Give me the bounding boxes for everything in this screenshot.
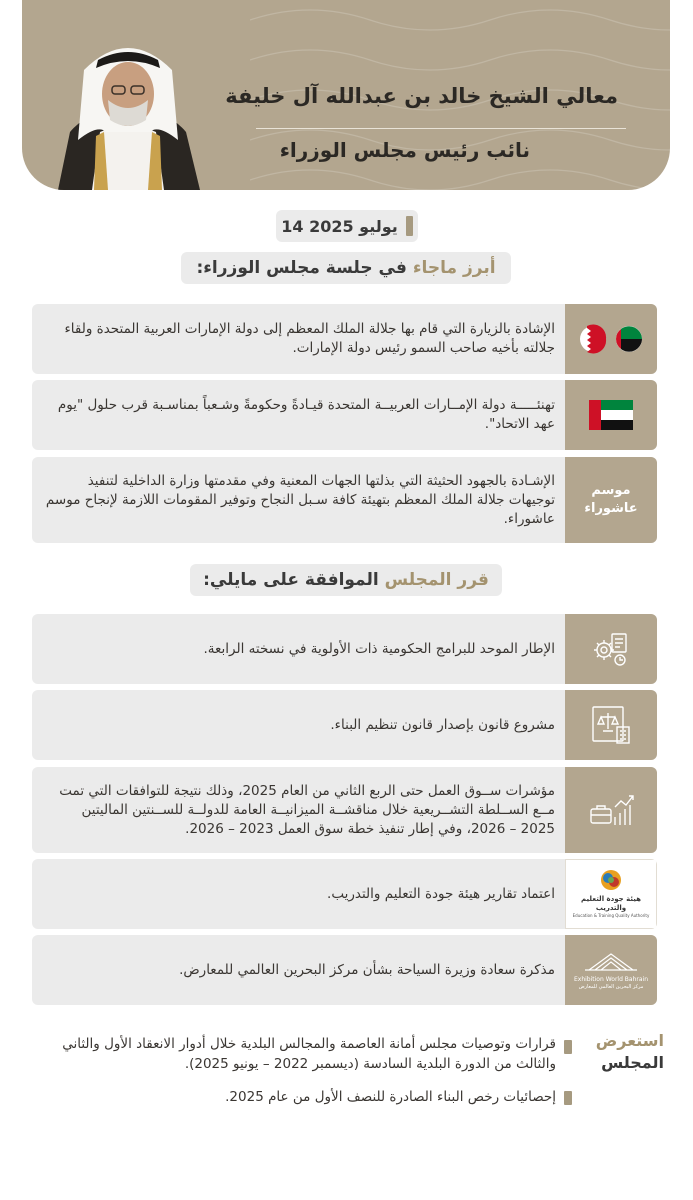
date-pill (276, 210, 418, 242)
highlight-row (32, 457, 657, 543)
approval-text: الإطار الموحد للبرامج الحكومية ذات الأولوية في نسخته الرابعة. (203, 640, 555, 657)
approval-text: مذكرة سعادة وزيرة السياحة بشأن مركز البحرين العالمي للمعارض. (179, 961, 555, 978)
exhibition-logo-text-en: Exhibition World Bahrain (574, 975, 648, 983)
approval-text: اعتماد تقارير هيئة جودة التعليم والتدريب. (327, 885, 555, 902)
highlight-row (32, 304, 657, 374)
date-text: 14 يوليو 2025 (281, 216, 398, 236)
official-name: معالي الشيخ خالد بن عبدالله آل خليفة (225, 84, 618, 108)
highlights-title-rest: في جلسة مجلس الوزراء: (196, 258, 407, 278)
bullet-marker (564, 1040, 572, 1054)
date-marker (406, 216, 413, 236)
etqa-emblem-icon (600, 869, 622, 891)
approval-text: مؤشرات ســوق العمل حتى الربع الثاني من العام 2025، وذلك نتيجة للتوافقات التي تمت مــع الســلطة التشــريعية خلال مناقشــة الميزانيــة العامة للدولــة للســنتين الماليتين 2025 – 2026، وفي إطار تنفيذ خطة سوق العمل 2023 – 2026. (59, 782, 555, 837)
bahrain-uae-flags-icon (565, 304, 657, 374)
labor-market-chart-icon (565, 767, 657, 853)
review-title (584, 1030, 664, 1074)
approval-row (32, 859, 657, 929)
highlight-text: الإشادة بالزيارة التي قام بها جلالة الملك المعظم إلى دولة الإمارات العربية المتحدة ولقاء جلالته بأخيه صاحب السمو رئيس دولة الإمارات. (64, 321, 555, 356)
review-item: إحصائيات رخص البناء الصادرة للنصف الأول من عام 2025. (225, 1089, 556, 1105)
approvals-title-rest: الموافقة على مايلي: (203, 570, 379, 590)
approvals-title (190, 564, 502, 596)
review-title-rest: المجلس (601, 1053, 664, 1072)
bullet-marker (564, 1091, 572, 1105)
etqa-logo-text-en: Education & Training Quality Authority (572, 913, 650, 918)
approval-row (32, 767, 657, 853)
approval-row (32, 690, 657, 760)
review-title-accent: استعرض (595, 1031, 664, 1050)
highlight-text: تهنئـــــة دولة الإمــارات العربيــة المتحدة قيـادةً وحكومةً وشـعباً بمناسـبة قرب حلول "يوم عهد الاتحاد". (57, 397, 555, 432)
official-title: نائب رئيس مجلس الوزراء (279, 138, 530, 162)
approvals-title-accent: قرر المجلس (384, 570, 489, 590)
approval-text: مشروع قانون بإصدار قانون تنظيم البناء. (330, 716, 555, 733)
highlight-row (32, 380, 657, 450)
approval-row (32, 614, 657, 684)
approval-row (32, 935, 657, 1005)
etqa-logo (565, 859, 657, 929)
portrait-image (38, 36, 218, 190)
gears-document-icon (565, 614, 657, 684)
ashura-season-label: موسم عاشوراء (565, 457, 657, 543)
header-divider (256, 128, 626, 129)
highlights-title-accent: أبرز ماجاء (412, 258, 496, 278)
uae-flag-icon (565, 380, 657, 450)
law-building-icon (565, 690, 657, 760)
exhibition-building-icon (581, 950, 641, 972)
etqa-logo-text-ar: هيئة جودة التعليم والتدريب (581, 895, 641, 912)
header-banner (22, 0, 670, 190)
highlights-title (181, 252, 511, 284)
review-item: قرارات وتوصيات مجلس أمانة العاصمة والمجالس البلدية خلال أدوار الانعقاد الأول والثاني والثالث من الدورة البلدية السادسة (ديسمبر 2022 – يونيو 2025). (62, 1036, 556, 1072)
exhibition-world-logo (565, 935, 657, 1005)
exhibition-logo-text-ar: مركز البحرين العالمي للمعارض (578, 983, 644, 990)
highlight-text: الإشـادة بالجهود الحثيثة التي بذلتها الجهات المعنية وفي مقدمتها وزارة الداخلية لتنفيذ توجيهات جلالة الملك المعظم بتهيئة كافة سـبل النجاح وتوفير المقومات اللازمة لإنجاح موسم عاشوراء. (45, 472, 555, 527)
